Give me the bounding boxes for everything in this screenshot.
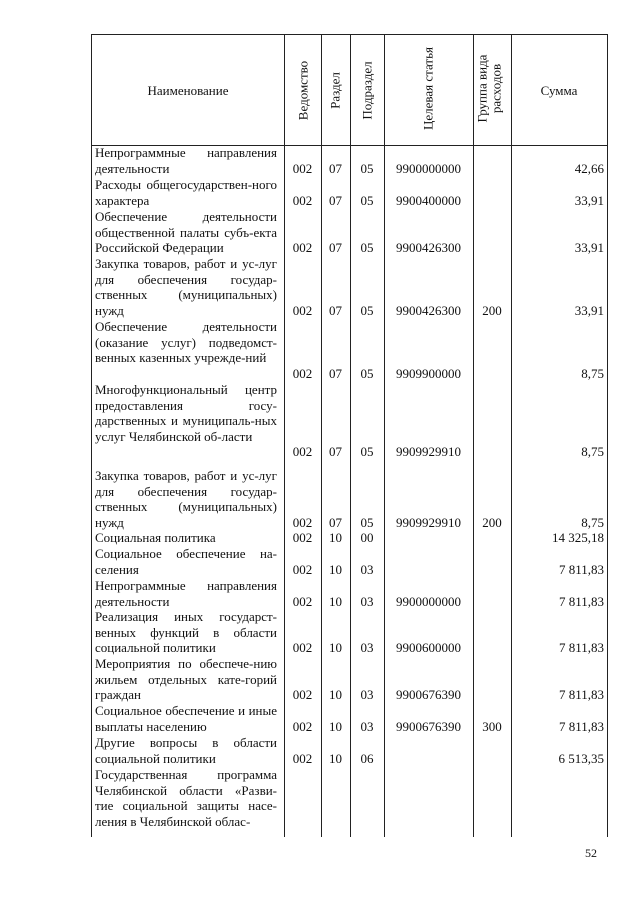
row-razdel: 10 — [329, 640, 342, 655]
row-celevaya-statya: 9909900000 — [396, 365, 461, 381]
header-gruppa-line1: Группа вида — [474, 54, 490, 123]
row-name: Закупка товаров, работ и ус-луг для обеспечения государ-ственных (муниципальных) нужд — [95, 468, 277, 530]
header-vedomstvo: Ведомство — [295, 60, 311, 121]
row-name: Социальное обеспечение и иные выплаты населению — [95, 703, 277, 734]
row-podrazdel: 03 — [360, 593, 374, 609]
row-celevaya-statya: 9900426300 — [396, 240, 461, 255]
row-summa: 8,75 — [581, 514, 604, 530]
row-celevaya-statya: 9900600000 — [396, 640, 461, 655]
row-vedomstvo: 002 — [292, 302, 313, 318]
header-summa: Сумма — [540, 83, 578, 98]
row-celevaya-statya: 9900000000 — [396, 593, 461, 609]
row-podrazdel: 05 — [360, 514, 374, 530]
row-podrazdel: 00 — [360, 530, 374, 545]
row-name: Многофункциональный центр предоставления госу-дарственных и муниципаль-ных услуг Челябинской об-ласти — [95, 382, 277, 444]
row-podrazdel: 03 — [360, 640, 374, 655]
table-row — [0, 319, 640, 381]
row-vedomstvo: 002 — [292, 640, 313, 655]
row-celevaya-statya: 9900676390 — [396, 687, 461, 702]
row-razdel: 10 — [329, 561, 342, 577]
row-summa: 8,75 — [581, 365, 604, 381]
row-name: Другие вопросы в области социальной политики — [95, 735, 277, 766]
row-podrazdel: 05 — [360, 160, 374, 176]
table-row — [0, 656, 640, 703]
row-podrazdel: 03 — [360, 718, 374, 734]
table-row — [0, 546, 640, 577]
row-summa: 33,91 — [574, 302, 604, 318]
table-row — [0, 468, 640, 530]
row-vedomstvo: 002 — [292, 687, 313, 702]
row-vedomstvo: 002 — [292, 718, 313, 734]
row-vedomstvo: 002 — [292, 160, 313, 176]
table-row — [0, 145, 640, 176]
table-row — [0, 735, 640, 766]
row-celevaya-statya: 9900426300 — [396, 302, 461, 318]
row-summa: 14 325,18 — [552, 530, 604, 545]
row-razdel: 10 — [329, 593, 342, 609]
row-celevaya-statya: 9900000000 — [396, 160, 461, 176]
row-name: Закупка товаров, работ и ус-луг для обеспечения государ-ственных (муниципальных) нужд — [95, 256, 277, 318]
row-summa: 7 811,83 — [558, 718, 604, 734]
header-name: Наименование — [147, 83, 229, 98]
row-vedomstvo: 002 — [292, 593, 313, 609]
header-celevaya-statya: Целевая статья — [420, 47, 436, 131]
row-summa: 42,66 — [574, 160, 604, 176]
row-summa: 7 811,83 — [558, 561, 604, 577]
row-name: Государственная программа Челябинской области «Разви-тие социальной защиты насе-ления в Челябинской облас- — [95, 767, 277, 829]
row-podrazdel: 05 — [360, 302, 374, 318]
row-celevaya-statya: 9909929910 — [396, 514, 461, 530]
row-razdel: 07 — [329, 240, 342, 255]
row-razdel: 07 — [329, 192, 342, 208]
table-row — [0, 578, 640, 609]
row-name: Расходы общегосударствен-ного характера — [95, 177, 277, 208]
row-razdel: 10 — [329, 530, 342, 545]
row-vedomstvo: 002 — [292, 514, 313, 530]
row-name: Мероприятия по обеспече-нию жильем отдельных кате-горий граждан — [95, 656, 277, 702]
row-vedomstvo: 002 — [292, 240, 313, 255]
row-celevaya-statya: 9900676390 — [396, 718, 461, 734]
row-vedomstvo: 002 — [292, 444, 313, 459]
row-celevaya-statya: 9909929910 — [396, 444, 461, 459]
row-summa: 7 811,83 — [558, 687, 604, 702]
row-summa: 7 811,83 — [558, 640, 604, 655]
row-razdel: 07 — [329, 160, 342, 176]
row-podrazdel: 03 — [360, 687, 374, 702]
header-razdel: Раздел — [327, 72, 343, 109]
row-vedomstvo: 002 — [292, 365, 313, 381]
row-name: Социальное обеспечение на-селения — [95, 546, 277, 577]
row-name: Обеспечение деятельности (оказание услуг) подведомст-венных казенных учрежде-ний — [95, 319, 277, 365]
row-razdel: 10 — [329, 687, 342, 702]
row-razdel: 10 — [329, 750, 342, 766]
row-name: Социальная политика — [95, 530, 216, 545]
table-row — [0, 382, 640, 460]
page-number: 52 — [585, 846, 597, 860]
table-row — [0, 177, 640, 208]
table-row — [0, 256, 640, 318]
row-razdel: 07 — [329, 302, 342, 318]
table-row — [0, 703, 640, 734]
row-vedomstvo: 002 — [292, 530, 313, 545]
row-razdel: 07 — [329, 444, 342, 459]
row-name: Непрограммные направления деятельности — [95, 578, 277, 609]
table-row — [0, 767, 640, 845]
row-podrazdel: 06 — [360, 750, 374, 766]
row-summa: 6 513,35 — [558, 750, 604, 766]
header-gruppa-line2: расходов — [488, 63, 504, 114]
row-vedomstvo: 002 — [292, 750, 313, 766]
row-gruppa: 200 — [482, 514, 502, 530]
table-row — [0, 209, 640, 256]
row-summa: 33,91 — [574, 240, 604, 255]
row-razdel: 07 — [329, 514, 342, 530]
header-podrazdel: Подраздел — [359, 61, 375, 120]
row-name: Реализация иных государст-венных функций в области социальной политики — [95, 609, 277, 655]
table-row — [0, 530, 640, 546]
row-summa: 33,91 — [574, 192, 604, 208]
row-podrazdel: 05 — [360, 444, 374, 459]
row-razdel: 10 — [329, 718, 342, 734]
row-summa: 8,75 — [581, 444, 604, 459]
row-podrazdel: 05 — [360, 192, 374, 208]
row-vedomstvo: 002 — [292, 192, 313, 208]
row-gruppa: 300 — [482, 718, 502, 734]
row-celevaya-statya: 9900400000 — [396, 192, 461, 208]
row-razdel: 07 — [329, 365, 342, 381]
row-vedomstvo: 002 — [292, 561, 313, 577]
row-name: Обеспечение деятельности общественной палаты субъ-екта Российской Федерации — [95, 209, 277, 255]
row-summa: 7 811,83 — [558, 593, 604, 609]
row-podrazdel: 05 — [360, 240, 374, 255]
table-row — [0, 609, 640, 656]
row-gruppa: 200 — [482, 302, 502, 318]
row-podrazdel: 05 — [360, 365, 374, 381]
row-podrazdel: 03 — [360, 561, 374, 577]
row-name: Непрограммные направления деятельности — [95, 145, 277, 176]
